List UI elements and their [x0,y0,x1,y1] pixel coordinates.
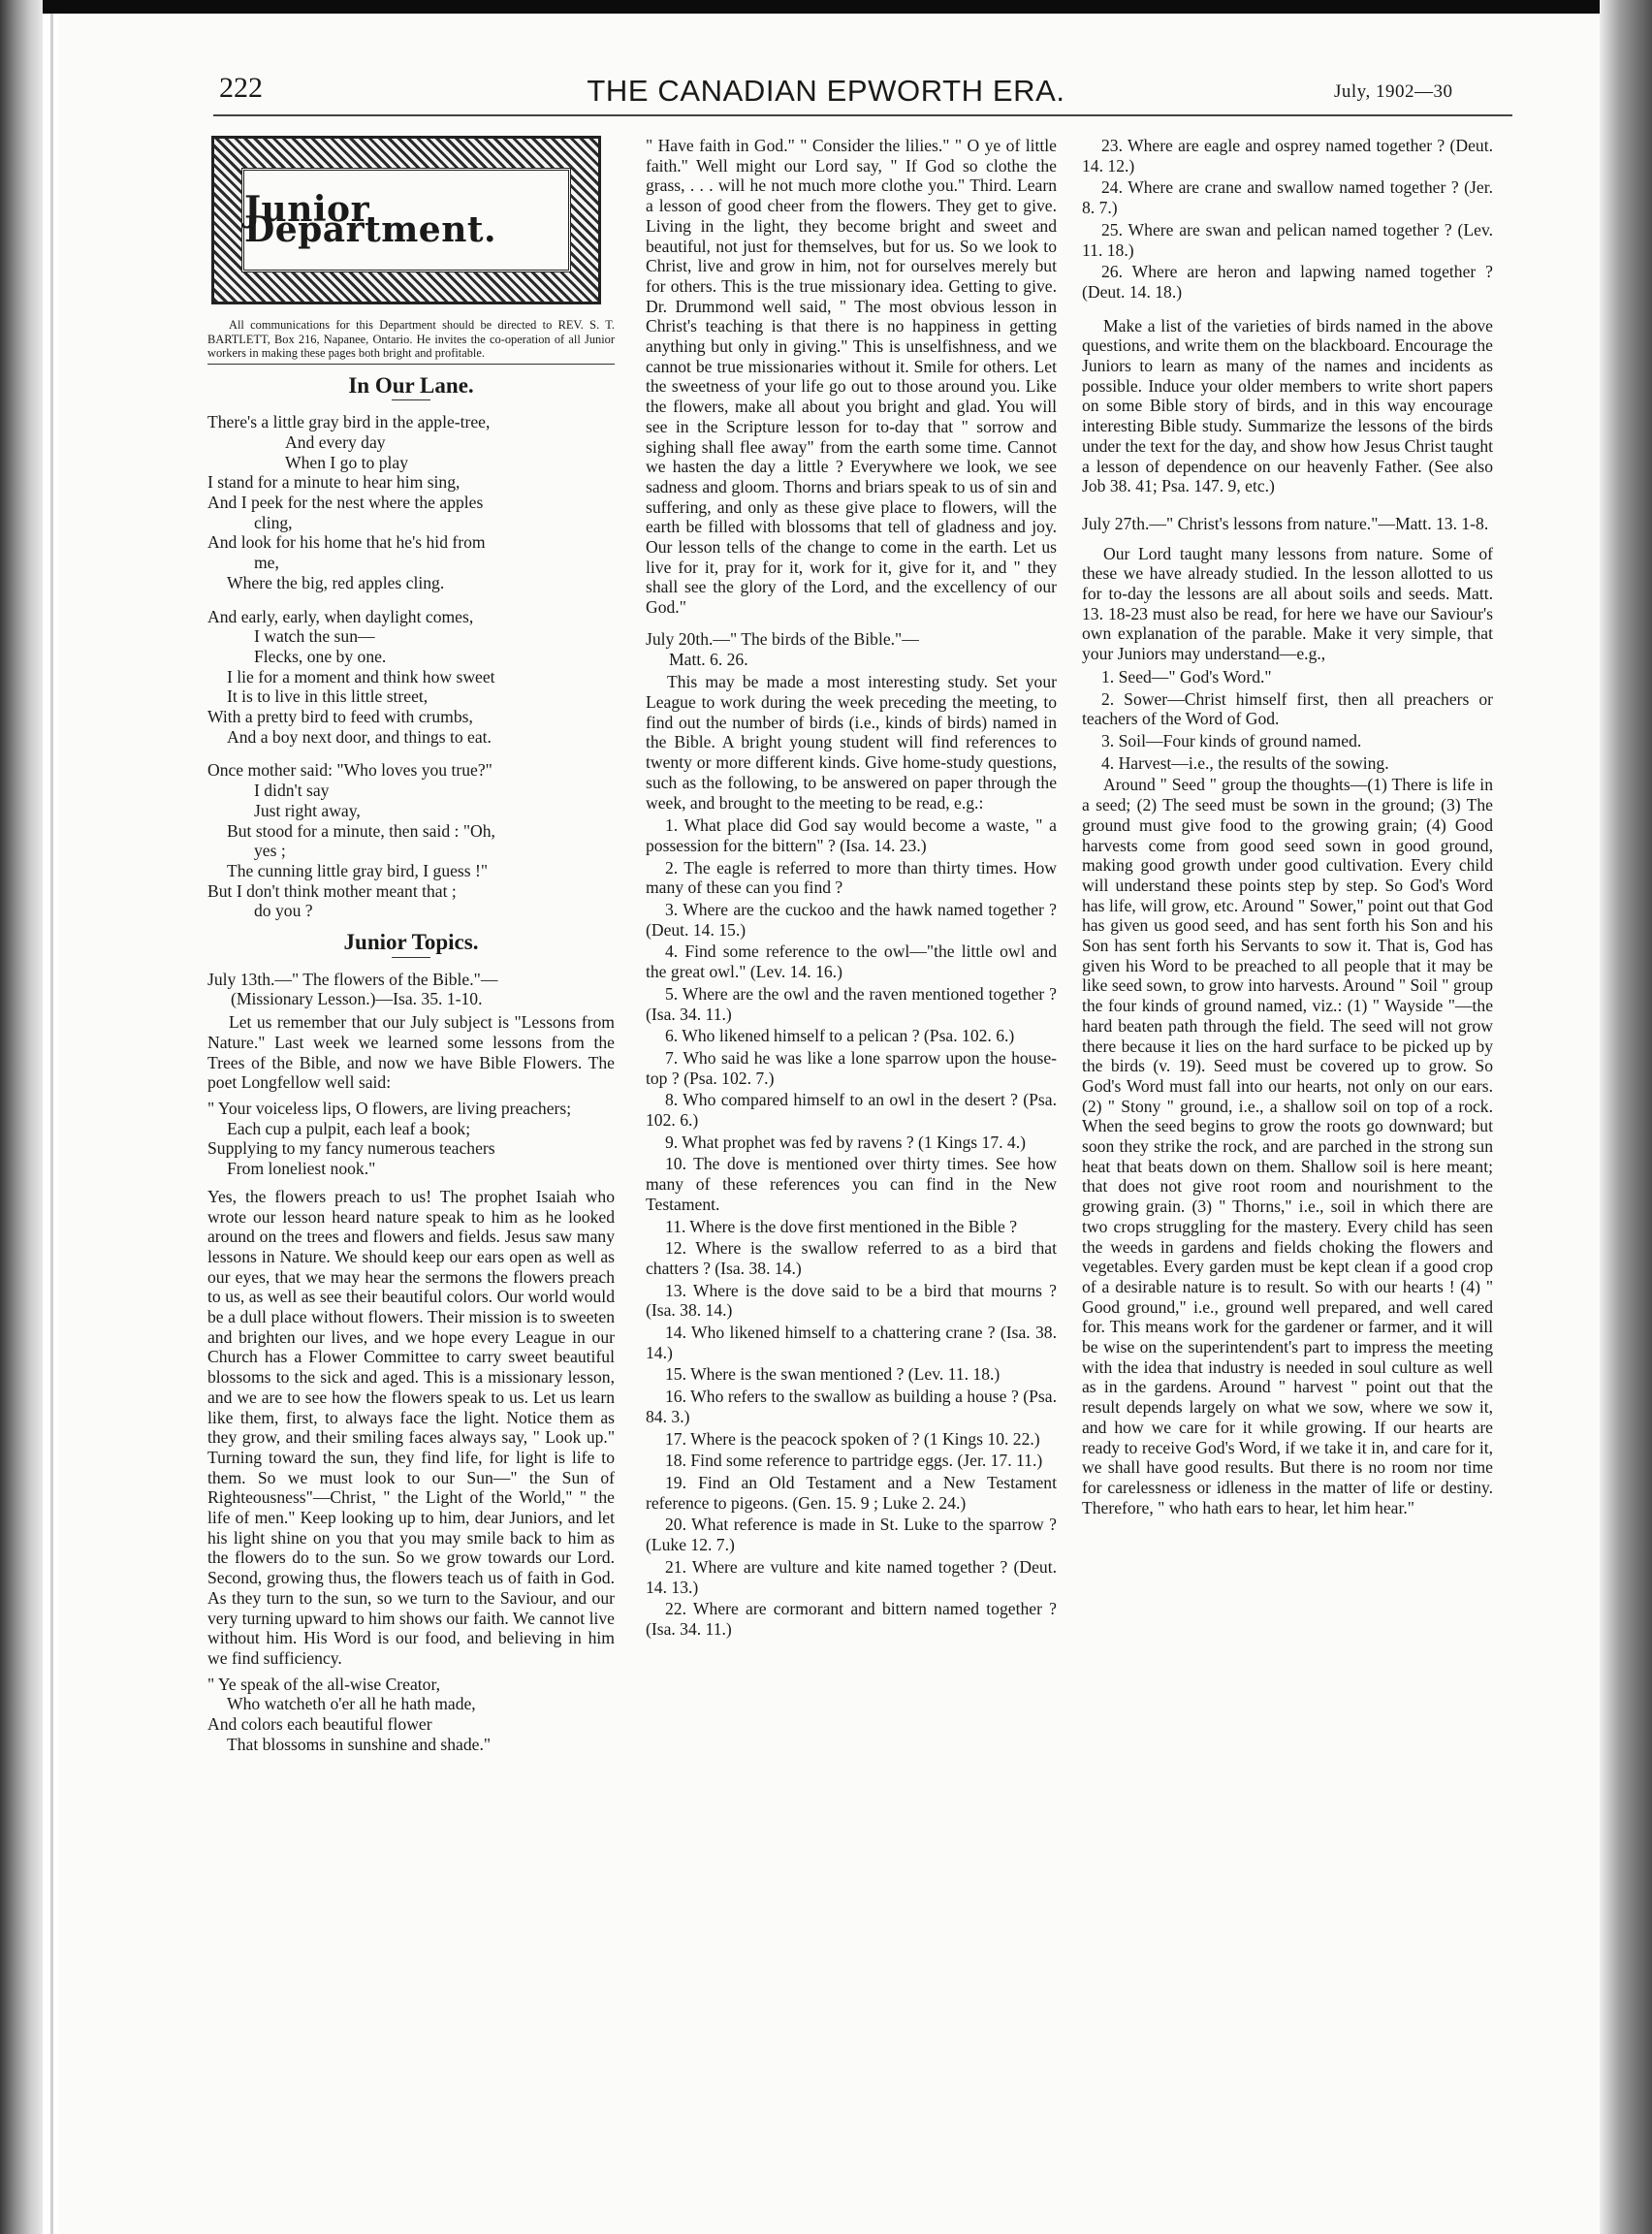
poem-line: And look for his home that he's hid from [207,532,486,553]
question-item: 15. Where is the swan mentioned ? (Lev. 11. 18.) [665,1364,1001,1385]
question-item: 19. Find an Old Testament and a New Testament reference to pigeons. (Gen. 15. 9 ; Luke 2. 24.) [646,1473,1057,1513]
quote-line: And colors each beautiful flower [207,1714,432,1735]
poem-title: In Our Lane. [348,372,474,398]
poem-line: yes ; [254,841,286,861]
poem-line: I lie for a moment and think how sweet [227,666,495,686]
question-item: 23. Where are eagle and osprey named together ? (Deut. 14. 12.) [1082,136,1493,176]
header-rule [213,114,1512,116]
poem-line: Where the big, red apples cling. [227,572,445,592]
question-item: 20. What reference is made in St. Luke to the sparrow ? (Luke 12. 7.) [646,1515,1057,1555]
paragraph: Let us remember that our July subject is "Lessons from Nature." Last week we learned some lessons from the Trees of the Bible, and now we have Bible Flowers. The poet Longfellow well said: [207,1012,615,1093]
poem-in-our-lane [207,412,615,921]
running-head [0,64,1652,112]
topic-heading [646,629,1057,669]
column-1 [207,136,615,1763]
parable-item: 3. Soil—Four kinds of ground named. [1101,730,1362,750]
question-item: 5. Where are the owl and the raven mentioned together ? (Isa. 34. 11.) [646,983,1057,1024]
scan-right-edge [1600,0,1652,2234]
paragraph: " Have faith in God." " Consider the lilies." " O ye of little faith." Well might our Lord say, " If God so clothe the grass, . . . will he not much more clothe you." Third. Learn a lesson of good cheer from the flowers. They get to give. Living in the light, they become bright and sweet and beautiful, not just for themselves, but for us. So we look to Christ, live and grow in him, not for ourselves merely but for others. This is the true missionary idea. Getting to give. Dr. Drummond well said, " The most obvious lesson in Christ's teaching is that there is no happiness in getting anything but only in giving." This is unselfishness, and we cannot be true missionaries without it. Smile for others. Let the sweetness of your life go out to those around you. Like the flowers, make all about you bright and glad. You will see in the Scripture lesson for to-day that " sorrow and sighing shall flee away" from the earth some time. Cannot we hasten the day a little ? Everywhere we look, we see sadness and gloom. Thorns and briars speak to us of sin and suffering, and only as these give place to flowers, will the earth be filled with blossoms that tell of gladness and joy. Our lesson tells of the change to come in the earth. Let us live for it, pray for it, work for it, give for it, and " they shall see the glory of the Lord, and the excellency of our God." [646,136,1057,618]
quote-line: Each cup a pulpit, each leaf a book; [227,1118,471,1138]
question-item: 26. Where are heron and lapwing named together ? (Deut. 14. 18.) [1082,262,1493,302]
issue-date: July, 1902—30 [1334,81,1453,102]
department-banner [211,136,601,304]
column-2 [646,136,1057,1642]
binding-fold [50,14,53,2234]
title-rule [392,399,430,400]
paragraph: Make a list of the varieties of birds named in the above questions, and write them on the blackboard. Encourage the Juniors to learn as many of the names and incidents as possible. Induce your older members to write short papers on some Bible story of birds, and in this way encourage interesting Bible study. Summarize the lessons of the birds under the text for the day, and show how Jesus Christ taught a lesson of dependence on our heavenly Father. (See also Job 38. 41; Psa. 147. 9, etc.) [1082,315,1493,496]
question-item: 9. What prophet was fed by ravens ? (1 Kings 17. 4.) [665,1132,1026,1152]
poem-line: do you ? [254,901,313,921]
poem-line: me, [254,553,279,573]
quote-line: Who watcheth o'er all he hath made, [227,1694,476,1714]
poem-line: It is to live in this little street, [227,686,429,707]
poem-line: Once mother said: "Who loves you true?" [207,760,492,781]
topic-heading: July 27th.—" Christ's lessons from nature."—Matt. 13. 1-8. [1082,513,1489,533]
question-item: 17. Where is the peacock spoken of ? (1 Kings 10. 22.) [665,1428,1040,1449]
question-item: 22. Where are cormorant and bittern named together ? (Isa. 34. 11.) [646,1599,1057,1639]
question-item: 12. Where is the swallow referred to as a bird that chatters ? (Isa. 38. 14.) [646,1238,1057,1278]
question-item: 8. Who compared himself to an owl in the desert ? (Psa. 102. 6.) [646,1090,1057,1131]
poem-line: Just right away, [254,800,361,820]
topic-heading-line: (Missionary Lesson.)—Isa. 35. 1-10. [231,989,483,1009]
poem-line: And I peek for the nest where the apples [207,493,484,513]
page-number: 222 [219,72,263,104]
question-item: 16. Who refers to the swallow as building a house ? (Psa. 84. 3.) [646,1387,1057,1426]
question-item: 13. Where is the dove said to be a bird that mourns ? (Isa. 38. 14.) [646,1280,1057,1321]
topic-heading-line: July 20th.—" The birds of the Bible."— [646,628,919,649]
poem-line: There's a little gray bird in the apple-tree, [207,412,491,432]
department-notice: All communications for this Department should be directed to REV. S. T. BARTLETT, Box 216, Napanee, Ontario. He invites the co-operation of all Junior workers in making these pages both bright and profitable. [207,318,615,360]
poem-line: cling, [254,512,293,532]
poem-line: But stood for a minute, then said : "Oh, [227,820,495,841]
book-binding [0,0,43,2234]
quote-line: Supplying to my fancy numerous teachers [207,1138,495,1159]
parable-item: 2. Sower—Christ himself first, then all preachers or teachers of the Word of God. [1082,688,1493,729]
paragraph: Our Lord taught many lessons from nature. Some of these we have already studied. In the lesson allotted to us for to-day the lessons are all about soils and seeds. Matt. 13. 18-23 must also be read, for here we have our Saviour's own explanation of the parable. Make it very simple, that your Juniors may understand—e.g., [1082,543,1493,664]
column-3 [1082,136,1493,1520]
quote-line: From loneliest nook." [227,1159,376,1179]
scan-top-edge [0,0,1652,14]
quote-longfellow [207,1099,615,1179]
question-item: 21. Where are vulture and kite named together ? (Deut. 14. 13.) [646,1556,1057,1597]
poem-line: With a pretty bird to feed with crumbs, [207,707,473,727]
parable-item: 4. Harvest—i.e., the results of the sowing. [1101,752,1389,773]
journal-title: THE CANADIAN EPWORTH ERA. [587,74,1065,108]
poem-line: The cunning little gray bird, I guess !" [227,860,489,880]
banner-title: Junior Department. [244,189,497,250]
question-item: 18. Find some reference to partridge eggs. (Jer. 17. 11.) [665,1451,1043,1471]
quote-creator [207,1675,615,1755]
poem-line: And early, early, when daylight comes, [207,606,474,626]
topic-heading [207,970,615,1009]
topic-heading-line: July 13th.—" The flowers of the Bible."— [207,969,498,989]
question-item: 24. Where are crane and swallow named together ? (Jer. 8. 7.) [1082,177,1493,218]
question-item: 11. Where is the dove first mentioned in the Bible ? [665,1216,1018,1236]
quote-line: That blossoms in sunshine and shade." [227,1734,492,1754]
quote-line: " Ye speak of the all-wise Creator, [207,1674,441,1694]
question-item: 10. The dove is mentioned over thirty times. See how many of these references you can find in the New Testament. [646,1154,1057,1214]
paragraph: Yes, the flowers preach to us! The prophet Isaiah who wrote our lesson heard nature speak to him as he looked around on the trees and flowers and fields. Jesus saw many lessons in Nature. We should keep our ears open as well as our eyes, that we may hear the sermons the flowers preach to us, as well as see their beautiful colors. Our world would be a dull place without flowers. Their mission is to sweeten and brighten our lives, and we hope every League in our Church has a Flower Committee to carry sweet beautiful blossoms to the sick and aged. This is a missionary lesson, and we are to see how the flowers speak to us. Let us learn like them, first, to always face the light. Notice them as they grow, and their smiling faces always say, " Look up." Turning toward the sun, they find life, for light is life to them. So we must look to our Sun—" the Sun of Righteousness"—Christ, " the Light of the World," " the life of men." Keep looking up to him, dear Juniors, and let his light shine on you that you may smile back to him as the flowers do to the sun. So we grow towards our Lord. Second, growing thus, the flowers teach us of faith in God. As they turn to the sun, so we turn to the Saviour, and our very turning upward to him shows our faith. We cannot live without him. His Word is our food, and believing in him we find sufficiency. [207,1186,615,1668]
poem-line: I stand for a minute to hear him sing, [207,472,461,493]
question-item: 6. Who likened himself to a pelican ? (Psa. 102. 6.) [665,1026,1015,1046]
poem-line: And every day [285,431,386,452]
question-item: 1. What place did God say would become a waste, " a possession for the bittern" ? (Isa. 14. 23.) [646,815,1057,855]
poem-line: I didn't say [254,781,330,801]
notice-rule [207,364,615,365]
question-item: 2. The eagle is referred to more than thirty times. How many of these can you find ? [646,857,1057,898]
title-rule [392,957,430,958]
topic-heading-line: Matt. 6. 26. [669,649,748,669]
question-item: 3. Where are the cuckoo and the hawk named together ? (Deut. 14. 15.) [646,900,1057,940]
poem-line: Flecks, one by one. [254,646,387,666]
paragraph: Around " Seed " group the thoughts—(1) There is life in a seed; (2) The seed must be sown in the ground; (3) The ground must give food to the growing grain; (4) Good harvests come from good seed sown in good ground, making good growth under good cultivation. Every child will understand these points step by step. So God's Word has life, will grow, etc. Around " Sower," point out that God has given us good seed, and has sent forth his Son and his Son has sent forth his Servants to sow it. That is, God has given his Word to be preached to all people that it may be like seed sown, to grow into harvests. Around " Soil " group the four kinds of ground named, viz.: (1) " Wayside "—the hard beaten path through the field. The seed will not grow there because it lies on the hard surface to be picked up by the birds (v. 19). Seed must be covered up to grow. So God's Word must fall into our hearts, not only on our ears. (2) " Stony " ground, i.e., a shallow soil on top of a rock. When the seed begins to grow the roots go downward; but soon they strike the rock, and are parched in the strong sun heat that beats down on them. Shallow soil is here meant; that does not give root room and nourishment to the growing grain. (3) " Thorns," i.e., soil in which there are two crops struggling for the mastery. Every child has seen the weeds in gardens and fields choking the flowers and vegetables. Every garden must be kept clean if a good crop of a desirable nature is to result. So with our hearts ! (4) " Good ground," i.e., ground well prepared, and well cared for. This means work for the gardener or farmer, and it will be wise on the superintendent's part to impress the meeting with the idea that industry is needed in soul culture as well as in the gardens. Around " harvest " point out that the result depends largely on what we sow, where we sow it, and how we care for it while growing. If our hearts are ready to receive God's Word, if we take it in, and care for it, we shall have good results. But there is no room nor time for carelessness or idleness in the matter of life or destiny. Therefore, " who hath ears to hear, let him hear." [1082,775,1493,1517]
section-title: Junior Topics. [343,930,479,955]
poem-line: I watch the sun— [254,626,375,647]
poem-line: But I don't think mother meant that ; [207,880,457,901]
banner-frame [241,168,571,272]
quote-line: " Your voiceless lips, O flowers, are living preachers; [207,1099,572,1118]
poem-line: And a boy next door, and things to eat. [227,726,492,747]
paragraph: This may be made a most interesting study. Set your League to work during the week preceding the meeting, to find out the number of birds (i.e., kinds of birds) named in the Bible. A bright young student will find references to twenty or more different kinds. Give home-study questions, such as the following, to be answered on paper through the week, and brought to the meeting to be read, e.g.: [646,672,1057,813]
question-item: 4. Find some reference to the owl—"the little owl and the great owl." (Lev. 14. 16.) [646,941,1057,982]
question-item: 7. Who said he was like a lone sparrow upon the house-top ? (Psa. 102. 7.) [646,1047,1057,1088]
poem-line: When I go to play [285,452,409,472]
parable-item: 1. Seed—" God's Word." [1101,666,1272,686]
question-item: 25. Where are swan and pelican named together ? (Lev. 11. 18.) [1082,219,1493,260]
question-item: 14. Who likened himself to a chattering crane ? (Isa. 38. 14.) [646,1323,1057,1362]
